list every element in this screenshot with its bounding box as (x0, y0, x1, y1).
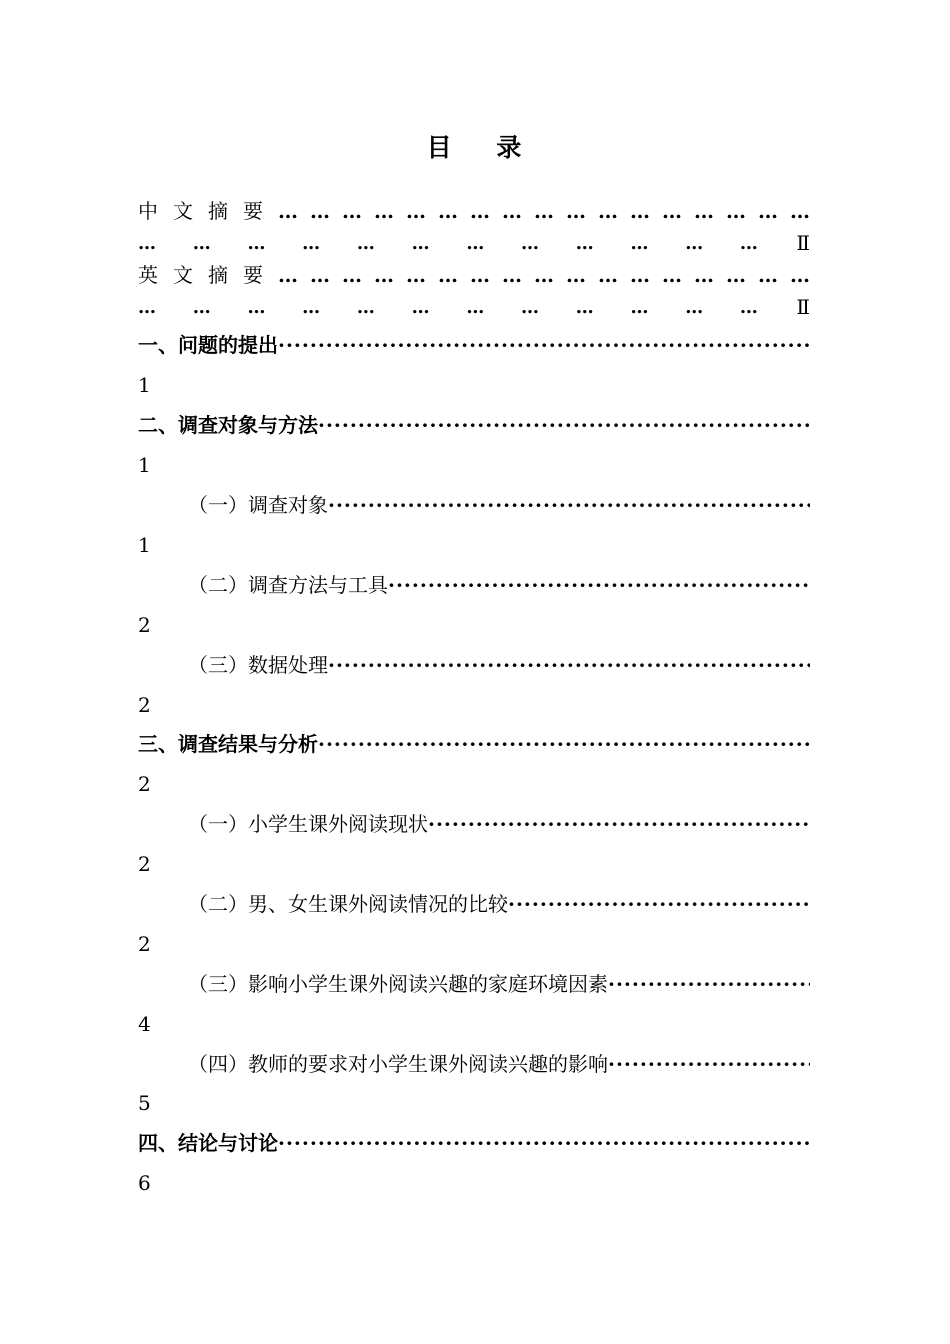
toc-entry-page: Ⅱ (796, 231, 810, 255)
toc-entry-cn-abstract-continuation (138, 228, 810, 258)
toc-entry-label: 一、问题的提出 (138, 333, 278, 357)
toc-entry-section-3-3[interactable] (188, 969, 810, 999)
toc-leader-dots (278, 330, 810, 360)
toc-leader-dots (508, 889, 810, 919)
toc-leader-dots (328, 490, 810, 520)
toc-entry-page: 2 (138, 693, 151, 717)
toc-entry-label: 英文摘要 (138, 263, 278, 287)
toc-entry-label: 三、调查结果与分析 (138, 732, 318, 756)
toc-entry-section-3[interactable] (138, 729, 810, 759)
toc-entry-page: 2 (138, 613, 151, 637)
toc-entry-page: Ⅱ (796, 295, 810, 319)
toc-entry-label: （三）数据处理 (188, 653, 328, 677)
page-title: 目 录 (426, 133, 524, 162)
toc-entry-page: 4 (138, 1012, 151, 1036)
toc-entry-en-abstract-continuation (138, 292, 810, 322)
toc-entry-page: 2 (138, 772, 151, 796)
toc-entry-section-4[interactable] (138, 1128, 810, 1158)
toc-entry-label: （一）调查对象 (188, 493, 328, 517)
toc-leader-dots (428, 809, 810, 839)
toc-leader-dots (278, 196, 810, 226)
toc-entry-page: 2 (138, 932, 151, 956)
toc-entry-section-2-2[interactable] (188, 570, 810, 600)
toc-entry-page: 1 (138, 373, 151, 397)
toc-leader-dots (608, 1049, 810, 1079)
toc-entry-label: （二）调查方法与工具 (188, 573, 388, 597)
toc-leader-dots (318, 410, 810, 440)
toc-entry-en-abstract[interactable] (138, 260, 810, 290)
toc-entry-section-3-1[interactable] (188, 809, 810, 839)
toc-entry-label: （三）影响小学生课外阅读兴趣的家庭环境因素 (188, 972, 608, 996)
toc-entry-page: 2 (138, 852, 151, 876)
toc-leader-dots (278, 1128, 810, 1158)
toc-entry-page: 1 (138, 533, 151, 557)
toc-entry-section-2-3[interactable] (188, 650, 810, 680)
toc-entry-cn-abstract[interactable] (138, 196, 810, 226)
toc-leader-dots (608, 969, 810, 999)
toc-entry-label: 中文摘要 (138, 199, 278, 223)
toc-entry-section-2-1[interactable] (188, 490, 810, 520)
toc-entry-label: （四）教师的要求对小学生课外阅读兴趣的影响 (188, 1052, 608, 1076)
toc-entry-section-3-4[interactable] (188, 1049, 810, 1079)
toc-entry-label: （二）男、女生课外阅读情况的比较 (188, 892, 508, 916)
toc-entry-page: 5 (138, 1091, 151, 1115)
toc-entry-page: 6 (138, 1171, 151, 1195)
toc-leader-dots: … … … … … … … … … … … … (138, 232, 758, 254)
toc-entry-label: （一）小学生课外阅读现状 (188, 812, 428, 836)
toc-leader-dots (328, 650, 810, 680)
toc-entry-page: 1 (138, 453, 151, 477)
toc-entry-section-3-2[interactable] (188, 889, 810, 919)
toc-leader-dots (318, 729, 810, 759)
toc-entry-section-2[interactable] (138, 410, 810, 440)
toc-leader-dots (278, 260, 810, 290)
toc-entry-section-1[interactable] (138, 330, 810, 360)
toc-entry-label: 四、结论与讨论 (138, 1131, 278, 1155)
toc-entry-label: 二、调查对象与方法 (138, 413, 318, 437)
toc-leader-dots: … … … … … … … … … … … … (138, 296, 758, 318)
toc-leader-dots (388, 570, 810, 600)
